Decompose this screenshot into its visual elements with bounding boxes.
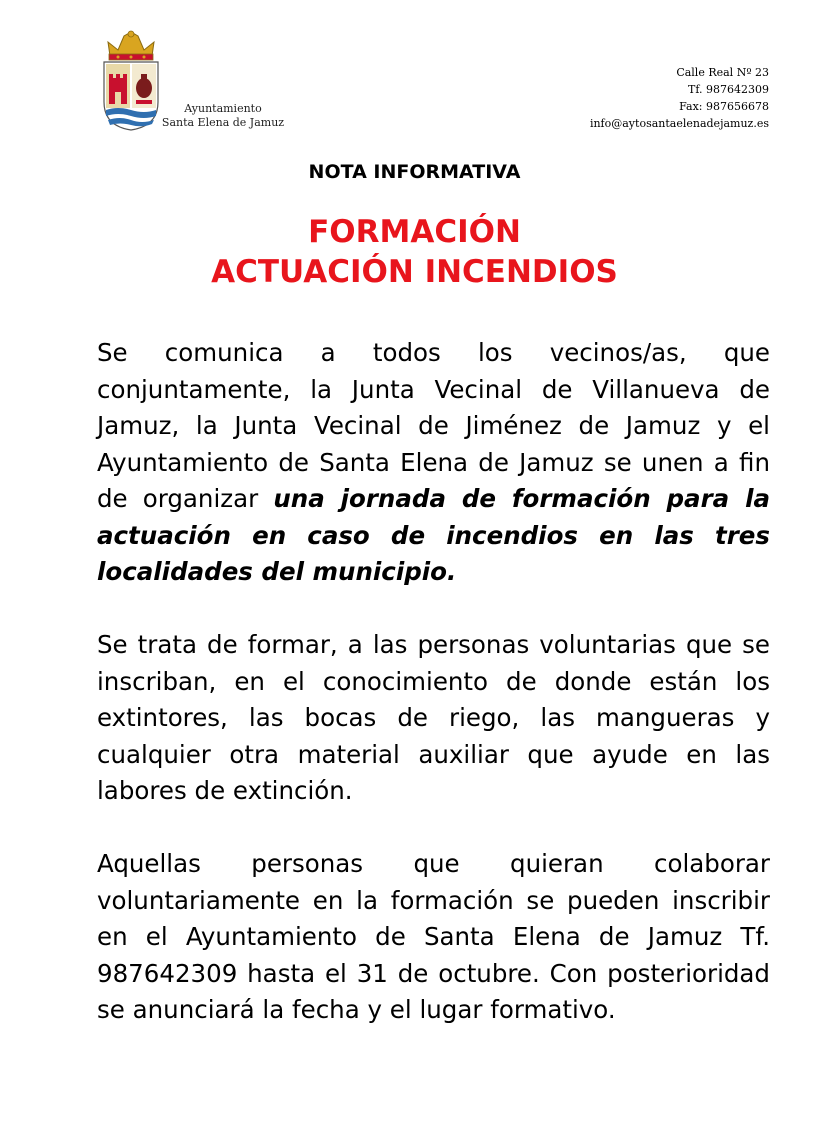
document-heading: NOTA INFORMATIVA [308,161,521,183]
logo-line-1: Ayuntamiento [184,102,262,115]
contact-email: info@aytosantaelenadejamuz.es [589,117,769,130]
paragraph-1-text: Se comunica a todos los vecinos/as, que conjuntamente, la Junta Vecinal de Villanueva de Jamuz, la Junta Vecinal de Jiménez de Jamuz y el Ayuntamiento de Santa Elena de Jamuz se unen a fin de organizar [97,338,770,513]
paragraph-1 [97,335,770,591]
contact-block [590,64,769,132]
paragraph-2: Se trata de formar, a las personas voluntarias que se inscriban, en el conocimiento de donde están los extintores, las bocas de riego, las mangueras y cualquier otra material auxiliar que ayude en las labores de extinción. [97,630,770,805]
paragraph-1-emphasis: una jornada de formación para la actuación en caso de incendios en las tres localidades del municipio. [97,484,770,586]
municipal-logo [96,30,286,134]
coat-of-arms-icon [96,30,166,134]
contact-fax: Fax: 987656678 [679,100,769,113]
document-title [0,212,829,292]
contact-address: Calle Real Nº 23 [676,66,769,79]
logo-caption [160,102,286,130]
title-line-1: FORMACIÓN [308,214,521,250]
paragraph-3: Aquellas personas que quieran colaborar voluntariamente en la formación se pueden inscribir en el Ayuntamiento de Santa Elena de Jamuz Tf. 987642309 hasta el 31 de octubre. Con posterioridad se anunciará la fecha y el lugar formativo. [97,849,770,1024]
logo-line-2: Santa Elena de Jamuz [161,116,285,129]
title-line-2: ACTUACIÓN INCENDIOS [211,254,618,290]
document-body [97,335,770,1065]
contact-phone: Tf. 987642309 [688,83,769,96]
